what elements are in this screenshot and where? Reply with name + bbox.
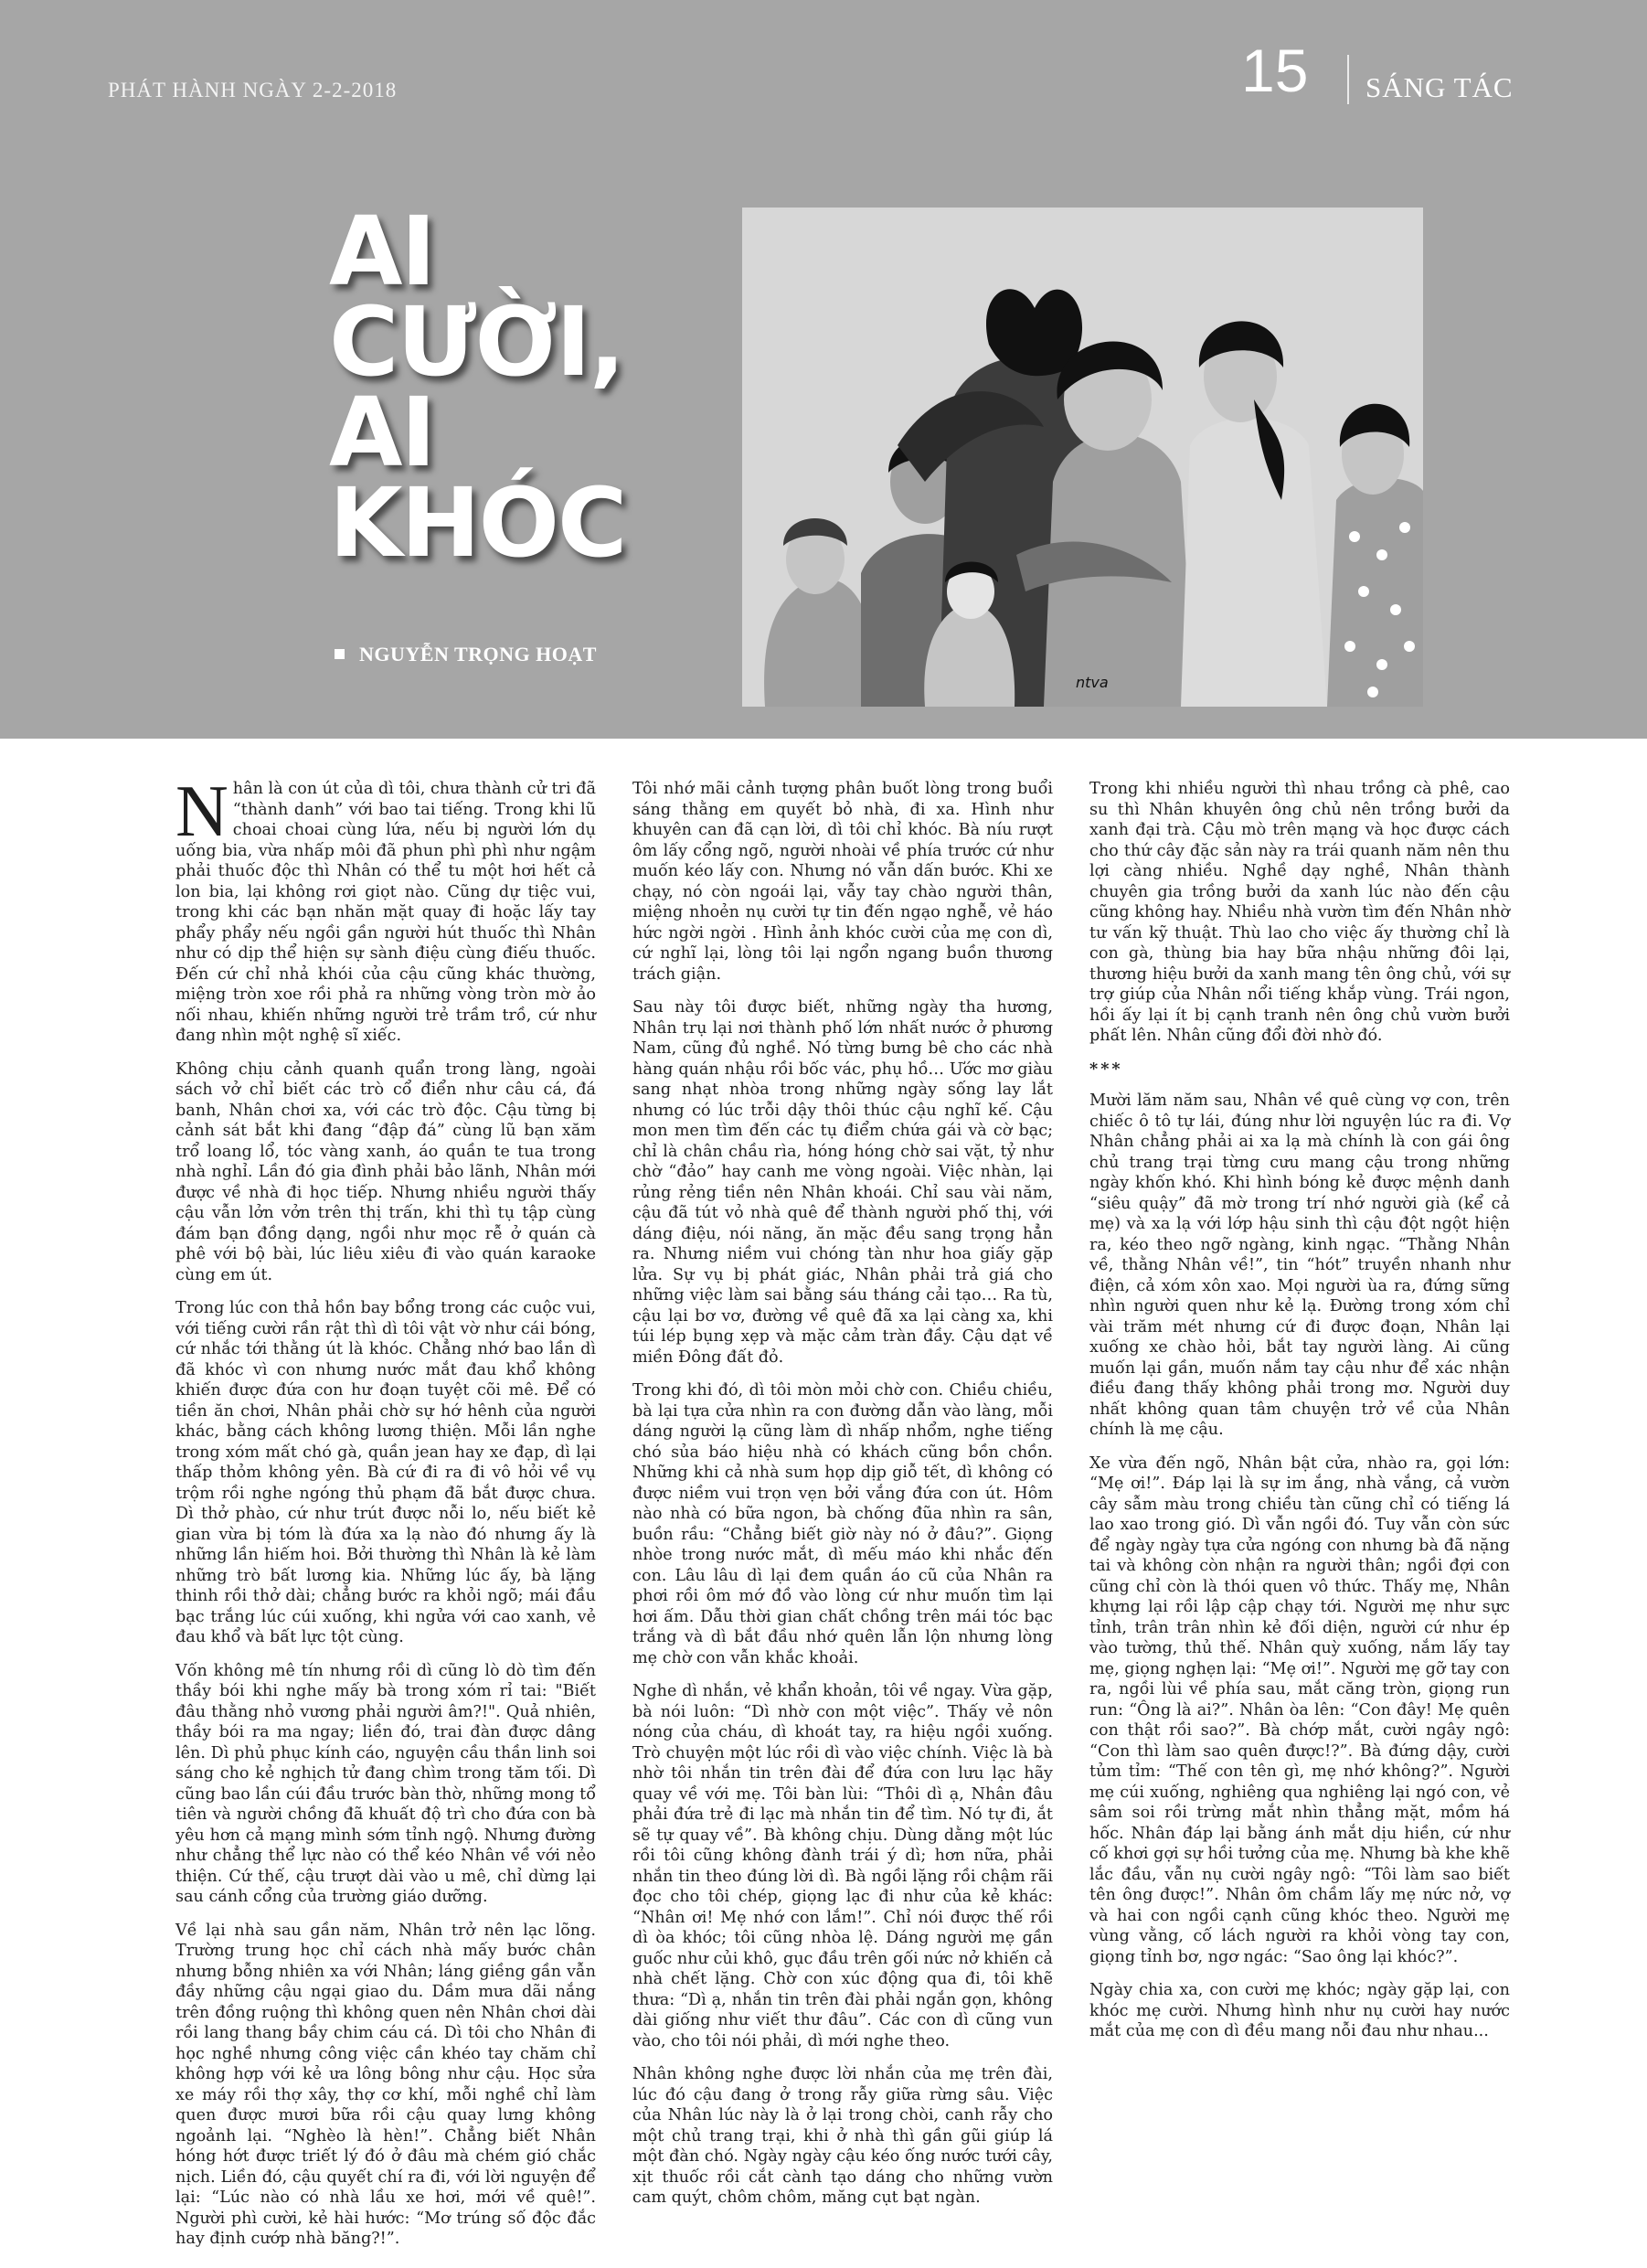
article-title <box>329 196 626 579</box>
paragraph-9: Nghe dì nhắn, vẻ khẩn khoản, tôi về ngay. Vừa gặp, bà nói luôn: “Dì nhờ con một việc”. Thấy vẻ nôn nóng của cháu, dì khoát tay, ra hiệu ngồi xuống. Trò chuyện một lúc rồi dì vào việc chính. Việc là bà nhờ tôi nhắn tin trên đài để đứa con lưu lạc hãy quay về với mẹ. Tôi bàn lùi: “Thôi dì ạ, Nhân đâu phải đứa trẻ đi lạc mà nhắn tin để tìm. Nó tự đi, ắt sẽ tự quay về”. Bà không chịu. Dùng dằng một lúc rồi tôi cũng không đành trái ý dì; hơn nữa, phải nhắn tin theo đúng lời dì. Bà ngồi lặng rồi chậm rãi đọc cho tôi chép, giọng lạc đi như của kẻ khác: “Nhân ơi! Mẹ nhớ con lắm!”. Chỉ nói được thế rồi dì òa khóc; tôi cũng nhòa lệ. Dáng người mẹ gần guốc như củi khô, gục đầu trên gối nức nở khiến cả nhà chết lặng. Chờ con xúc động qua đi, tôi khẽ thưa: “Dì ạ, nhắn tin trên đài phải ngắn gọn, không dài giống như viết thư đâu”. Các con dì cũng vun vào, cho tôi nói phải, dì mới nghe theo. <box>632 1682 1053 2050</box>
paragraph-5: Về lại nhà sau gần năm, Nhân trở nên lạc lõng. Trường trung học chỉ cách nhà mấy bước chân nhưng bỗng nhiên xa với Nhân; láng giềng gần vẫn đầy những cậu ngại giao du. Dầm mưa dãi nắng trên đồng ruộng thì không quen nên Nhân chơi dài rồi lang thang bầy chim cáu cá. Dì tôi cho Nhân đi học nghề nhưng công việc cần khéo tay chăm chỉ không hợp với kẻ ưa lông bông như cậu. Học sửa xe máy rồi thợ xây, thợ cơ khí, mỗi nghề chỉ làm quen được mươi bữa rồi cậu quay lưng không ngoảnh lại. “Nghèo là hèn!”. Chẳng biết Nhân hóng hớt được triết lý đó ở đâu mà chém gió chắc nịch. Liền đó, cậu quyết chí ra đi, với lời nguyện để lại: “Lúc nào có nhà lầu xe hơi, mới về quê!”. Người phì cười, kẻ hài hước: “Mơ trúng số độc đắc hay định cướp nhà băng?!”. <box>175 1921 596 2248</box>
paragraph-1 <box>175 772 596 1047</box>
section-name: SÁNG TÁC <box>1365 71 1514 103</box>
paragraph-12: Mười lăm năm sau, Nhân về quê cùng vợ con, trên chiếc ô tô tự lái, đúng như lời nguyện lúc ra đi. Vợ Nhân chẳng phải ai xa lạ mà chính là con gái ông chủ trang trại từng cưu mang cậu trong những ngày khốn khó. Khi hình bóng kẻ được mệnh danh “siêu quậy” đã mờ trong trí nhớ người già (kể cả mẹ) và xa lạ với lớp hậu sinh thì cậu đột ngột hiện ra, kéo theo ngỡ ngàng, kinh ngạc. “Thằng Nhân về, thằng Nhân về!”, tin “hót” truyền nhanh như điện, cả xóm xôn xao. Mọi người ùa ra, đứng sững nhìn người quen như kẻ lạ. Đường trong xóm chỉ vài trăm mét nhưng cứ đi được đoạn, Nhân lại xuống xe chào hỏi, bắt tay người làng. Ai cũng muốn lại gần, muốn nắm tay cậu như để xác nhận điều đang thấy không phải trong mơ. Người duy nhất không quan tâm chuyện trở về của Nhân chính là mẹ cậu. <box>1089 1091 1510 1439</box>
title-line-1: AI <box>329 196 435 307</box>
header-banner <box>0 0 1647 739</box>
article-body <box>175 772 1510 2251</box>
paragraph-2: Không chịu cảnh quanh quẩn trong làng, ngoài sách vở chỉ biết các trò cổ điển như câu cá, đá banh, Nhân chơi xa, với các trò độc. Cậu từng bị cảnh sát bắt khi đang “đập đá” cùng lũ bạn xăm trổ loang lổ, tóc vàng xanh, áo quần te tua trong nhà nghỉ. Lần đó gia đình phải bảo lãnh, Nhân mới được về nhà đi học tiếp. Nhưng nhiều người thấy cậu vẫn lởn vởn trên thị trấn, khi thì tụ tập cùng đám bạn đồng dạng, ngồi như mọc rễ ở quán cà phê với bộ bài, lúc liêu xiêu đi vào quán karaoke cùng em út. <box>175 1059 596 1284</box>
drop-cap: N <box>175 772 228 852</box>
paragraph-1-text: hân là con út của dì tôi, chưa thành cử tri đã “thành danh” với bao tai tiếng. Trong khi lũ choai choai cùng lứa, nếu bị người lớn dụ uống bia, vừa nhấp môi đã phun phì phì như ngậm phải thuốc độc thì Nhân có thể tu một hơi hết cả lon bia, lại không rơi giọt nào. Cũng dự tiệc vui, trong khi các bạn nhăn mặt quay đi hoặc lấy tay phẩy phẩy nếu ngồi gần người hút thuốc thì Nhân như có dịp thể hiện sự sành điệu cùng điếu thuốc. Đến cứ chỉ nhả khói của cậu cũng khác thường, miệng tròn xoe rồi phả ra những vòng tròn mờ ảo nối nhau, khiến những người trẻ trầm trồ, cứ như đang nhìn một nghệ sĩ xiếc. <box>175 780 596 1045</box>
family-reunion-illustration <box>742 208 1423 707</box>
byline <box>335 643 597 666</box>
paragraph-4: Vốn không mê tín nhưng rồi dì cũng lò dò tìm đến thầy bói khi nghe mấy bà trong xóm rỉ tai: "Biết đâu thằng nhỏ vương phải người âm?!". Quả nhiên, thầy bói ra ma ngay; liền đó, trai đàn được dâng lên. Dì phủ phục kính cáo, nguyện cầu thần linh soi sáng cho kẻ nghịch tử đang chìm trong tăm tối. Dì cũng bao lần cúi đầu trước bàn thờ, những mong tổ tiên và người chồng đã khuất độ trì cho đứa con bà yêu hơn cả mạng mình sớm tỉnh ngộ. Nhưng đường như chẳng thể lực nào có thể kéo Nhân về với nẻo thiện. Cứ thế, cậu trượt dài vào u mê, chỉ dừng lại sau cánh cổng của trường giáo dưỡng. <box>175 1661 596 1906</box>
woman-right-figure <box>1181 418 1327 707</box>
title-line-3: AI <box>329 377 435 488</box>
illustration <box>742 208 1423 707</box>
title-line-4: KHÓC <box>329 467 626 579</box>
artist-signature: ntva <box>1076 674 1109 691</box>
paragraph-13: Xe vừa đến ngõ, Nhân bật cửa, nhào ra, gọi lớn: “Mẹ ơi!”. Đáp lại là sự im ắng, nhà vắng, cả vườn cây sẫm màu trong chiều tàn cũng chỉ có tiếng lá lao xao trong gió. Dì vẫn ngồi đó. Tuy vẫn còn sức để ngày ngày tựa cửa ngóng con nhưng bà đã nặng tai và không còn nhận ra người thân; ngồi đợi con cũng chỉ còn là thói quen vô thức. Thấy mẹ, Nhân khựng lại rồi lập cập chạy tới. Người mẹ như sực tỉnh, trân trân nhìn kẻ đối diện, người cứ như ép vào tường, thủ thế. Nhân quỳ xuống, nắm lấy tay mẹ, giọng nghẹn lại: “Mẹ ơi!”. Người mẹ gỡ tay con ra, ngồi lùi về phía sau, mắt căng tròn, giọng run run: “Ông là ai?”. Nhân òa lên: “Con đây! Mẹ quên con thật rồi sao?”. Bà chớp mắt, cười ngây ngô: “Con thì làm sao quên được!?”. Bà đứng dậy, cười tủm tỉm: “Thế con tên gì, mẹ nhớ không?”. Người mẹ cúi xuống, nghiêng qua nghiêng lại ngó con, vẻ sâm soi rồi trừng mắt nhìn thẳng mặt, mồm há hốc. Nhân đáp lại bằng ánh mắt dịu hiền, cứ như cố khơi gợi sự hồi tưởng của mẹ. Nhưng bà khe khẽ lắc đầu, vẫn nụ cười ngây ngô: “Tôi làm sao biết tên ông được!”. Nhân ôm chầm lấy mẹ nức nở, vợ và hai con ngồi cạnh cũng khóc theo. Người mẹ vùng vằng, cố lách người ra khỏi vòng tay con, giọng tỉnh bơ, ngơ ngác: “Sao ông lại khóc?”. <box>1089 1453 1510 1966</box>
woman-far-right-figure <box>1327 478 1423 707</box>
issue-date: PHÁT HÀNH NGÀY 2-2-2018 <box>108 79 398 101</box>
page-number: 15 <box>1241 37 1309 104</box>
paragraph-10: Nhân không nghe được lời nhắn của mẹ trên đài, lúc đó cậu đang ở trong rẫy giữa rừng sâu. Việc của Nhân lúc này là ở lại trong chòi, canh rẫy cho một chủ trang trại, khi ở nhà thì gần gũi giúp lá một đàn chó. Ngày ngày cậu kéo ống nước tưới cây, xịt thuốc rồi cắt cành tạo dáng cho những vườn cam quýt, chôm chôm, măng cụt bạt ngàn. <box>632 2065 1053 2207</box>
title-line-2: CƯỜI, <box>329 286 624 398</box>
paragraph-11: Trong khi nhiều người thì nhau trồng cà phê, cao su thì Nhân khuyên ông chủ nên trồng bưởi da xanh đại trà. Cậu mò trên mạng và học được cách cho thứ cây đặc sản này ra trái quanh năm nên thu lợi càng nhiều. Nghề dạy nghề, Nhân thành chuyên gia trồng bưởi da xanh lúc nào đến cậu cũng không hay. Nhiều nhà vườn tìm đến Nhân nhờ tư vấn kỹ thuật. Thù lao cho việc ấy thường chỉ là con gà, thùng bia hay bữa nhậu những đôi lại, thương hiệu bưởi da xanh mang tên ông chủ, với sự trợ giúp của Nhân nổi tiếng khắp vùng. Trái ngon, hồi ấy lại ít bị cạnh tranh nên ông chủ vườn bưởi phất lên. Nhân cũng đổi đời nhờ đó. <box>1089 780 1510 1045</box>
byline-square-icon <box>335 649 345 659</box>
header-divider <box>1347 55 1349 104</box>
paragraph-8: Trong khi đó, dì tôi mòn mỏi chờ con. Chiều chiều, bà lại tựa cửa nhìn ra con đường dẫn vào làng, mỗi dáng người lạ cũng làm dì nhấp nhổm, nghe tiếng chó sủa báo hiệu nhà có khách cũng bồn chồn. Những khi cả nhà sum họp dịp giỗ tết, dì không có được niềm vui trọn vẹn bởi vắng đứa con út. Hôm nào nhà có bữa ngon, bà chống đũa nhìn ra sân, buồn rầu: “Chẳng biết giờ này nó ở đâu?”. Giọng nhòe trong nước mắt, dì mếu máo khi nhắc đến con. Lâu lâu dì lại đem quần áo cũ của Nhân ra phơi rồi ôm mớ đồ vào lòng cứ như muốn tìm lại hơi ấm. Dẫu thời gian chất chồng trên mái tóc bạc trắng và dì bắt đầu nhớ quên lẫn lộn nhưng lòng mẹ chờ con vẫn khắc khoải. <box>632 1381 1053 1667</box>
section-separator: *** <box>1089 1059 1123 1079</box>
author-name: NGUYỄN TRỌNG HOẠT <box>359 643 597 665</box>
paragraph-14: Ngày chia xa, con cười mẹ khóc; ngày gặp lại, con khóc mẹ cười. Nhưng hình như nụ cười hay nước mắt của mẹ con dì đều mang nỗi đau như nhau... <box>1089 1981 1510 2040</box>
paragraph-6: Tôi nhớ mãi cảnh tượng phân buốt lòng trong buổi sáng thằng em quyết bỏ nhà, đi xa. Hình như khuyên can đã cạn lời, dì tôi chỉ khóc. Bà níu rượt ôm lấy cổng ngõ, người nhoài về phía trước cứ như muốn kéo lấy con. Nhưng nó vẫn dấn bước. Khi xe chạy, nó còn ngoái lại, vẫy tay chào người thân, miệng nhoẻn nụ cười tự tin đến ngạo nghễ, vẻ háo hức ngời ngời . Hình ảnh khóc cười của mẹ con dì, cứ nghĩ lại, lòng tôi lại ngổn ngang buồn thương trách giận. <box>632 780 1053 984</box>
paragraph-3: Trong lúc con thả hồn bay bổng trong các cuộc vui, với tiếng cười rần rật thì dì tôi vật vờ như cái bóng, cứ nhắc tới thằng út là khóc. Chẳng nhớ bao lần dì đã khóc vì con nhưng nước mắt đau khổ không khiến được đứa con hư đoạn tuyệt cõi mê. Để có tiền ăn chơi, Nhân phải chờ sự hớ hênh của người khác, bằng cách không lương thiện. Mỗi lần nghe trong xóm mất chó gà, quần jean hay xe đạp, dì lại thấp thỏm không yên. Bà cứ đi ra đi vô hỏi về vụ trộm rồi nghe ngóng thủ phạm đã bắt được chưa. Dì thở phào, cứ như trút được nỗi lo, nếu biết kẻ gian vừa bị tóm là đứa xa lạ nào đó nhưng ấy là những lần hiếm hoi. Bởi thường thì Nhân là kẻ làm những trò bất lương kia. Những lúc ấy, bà lặng thinh rồi thở dài; chẳng bước ra khỏi ngõ; mái đầu bạc trắng lúc cúi xuống, khi ngửa với cao xanh, vẻ đau khổ và bất lực tột cùng. <box>175 1299 596 1646</box>
paragraph-7: Sau này tôi được biết, những ngày tha hương, Nhân trụ lại nơi thành phố lớn nhất nước ở phương Nam, cũng đủ nghề. Nó từng bưng bê cho các nhà hàng quán nhậu rồi bốc vác, phụ hồ… Ước mơ giàu sang nhạt nhòa trong những ngày sống lay lắt nhưng có lúc trỗi dậy thôi thúc cậu nghĩ kế. Cậu mon men tìm đến các tụ điểm chứa gái và cờ bạc; chỉ là chân chầu rìa, hóng hóng chờ sai vặt, tỷ như chờ “đảo” hay canh me vòng ngoài. Việc nhàn, lại rủng rẻng tiền nên Nhân khoái. Chỉ sau vài năm, cậu đã tút vỏ nhà quê để thành người phố thị, với dáng điệu, nói năng, ăn mặc đều sang trọng hẳn ra. Nhưng niềm vui chóng tàn như hoa giấy gặp lửa. Sự vụ bị phát giác, Nhân phải trả giá cho những việc làm sai bằng sáu tháng cải tạo… Ra tù, cậu lại bơ vơ, đường về quê đã xa lại càng xa, khi túi lép bụng xẹp và mặc cảm tràn đầy. Cậu dạt về miền Đông đất đỏ. <box>632 998 1053 1367</box>
